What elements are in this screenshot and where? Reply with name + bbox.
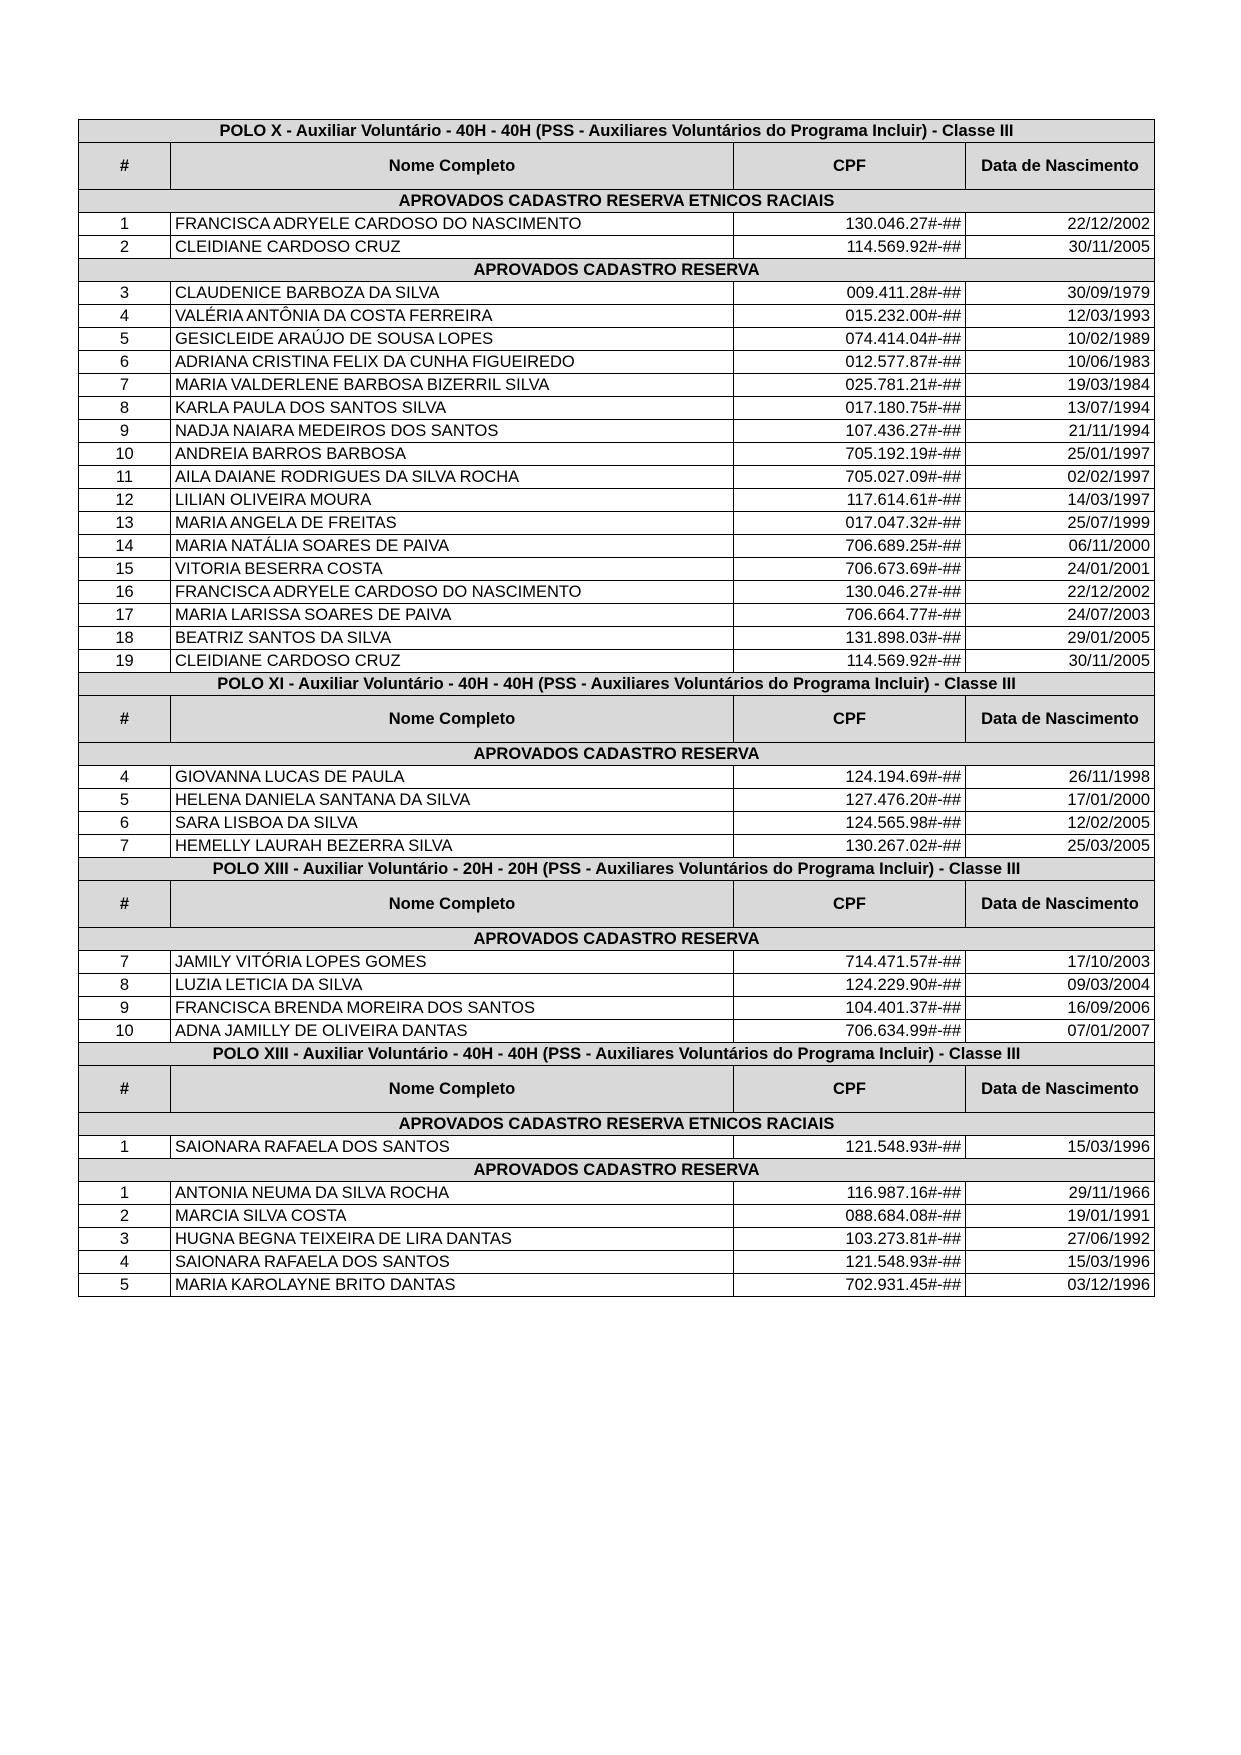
column-header-cpf: CPF: [734, 1066, 966, 1113]
section-header-row: [79, 259, 1155, 282]
cpf-value: 117.614.61#-##: [734, 489, 966, 512]
birth-date: 27/06/1992: [966, 1228, 1155, 1251]
full-name: JAMILY VITÓRIA LOPES GOMES: [171, 951, 734, 974]
table-row: [79, 328, 1155, 351]
row-number: 6: [79, 351, 171, 374]
birth-date: 22/12/2002: [966, 213, 1155, 236]
full-name: FRANCISCA ADRYELE CARDOSO DO NASCIMENTO: [171, 581, 734, 604]
column-header-cpf: CPF: [734, 143, 966, 190]
section-header-row: [79, 1159, 1155, 1182]
column-header-birthdate: Data de Nascimento: [966, 143, 1155, 190]
column-header-birthdate: Data de Nascimento: [966, 696, 1155, 743]
polo-title-row: [79, 1043, 1155, 1066]
birth-date: 30/11/2005: [966, 236, 1155, 259]
row-number: 5: [79, 789, 171, 812]
section-header-row: [79, 743, 1155, 766]
table-row: [79, 512, 1155, 535]
table-row: [79, 1274, 1155, 1297]
birth-date: 19/03/1984: [966, 374, 1155, 397]
cpf-value: 121.548.93#-##: [734, 1136, 966, 1159]
row-number: 5: [79, 328, 171, 351]
polo-title-row: [79, 120, 1155, 143]
row-number: 17: [79, 604, 171, 627]
section-header-row: [79, 928, 1155, 951]
row-number: 4: [79, 1251, 171, 1274]
table-row: [79, 236, 1155, 259]
cpf-value: 015.232.00#-##: [734, 305, 966, 328]
table-row: [79, 1136, 1155, 1159]
full-name: ADRIANA CRISTINA FELIX DA CUNHA FIGUEIREDO: [171, 351, 734, 374]
cpf-value: 124.565.98#-##: [734, 812, 966, 835]
full-name: FRANCISCA ADRYELE CARDOSO DO NASCIMENTO: [171, 213, 734, 236]
row-number: 2: [79, 1205, 171, 1228]
table-row: [79, 351, 1155, 374]
birth-date: 02/02/1997: [966, 466, 1155, 489]
column-header-name: Nome Completo: [171, 881, 734, 928]
row-number: 4: [79, 305, 171, 328]
birth-date: 12/03/1993: [966, 305, 1155, 328]
birth-date: 22/12/2002: [966, 581, 1155, 604]
column-header-name: Nome Completo: [171, 696, 734, 743]
column-header-cpf: CPF: [734, 696, 966, 743]
full-name: AILA DAIANE RODRIGUES DA SILVA ROCHA: [171, 466, 734, 489]
table-row: [79, 951, 1155, 974]
full-name: MARIA ANGELA DE FREITAS: [171, 512, 734, 535]
table-row: [79, 374, 1155, 397]
cpf-value: 130.046.27#-##: [734, 581, 966, 604]
table-row: [79, 1251, 1155, 1274]
birth-date: 16/09/2006: [966, 997, 1155, 1020]
table-row: [79, 1228, 1155, 1251]
column-header-cpf: CPF: [734, 881, 966, 928]
row-number: 3: [79, 1228, 171, 1251]
section-header-row: [79, 1113, 1155, 1136]
full-name: MARCIA SILVA COSTA: [171, 1205, 734, 1228]
full-name: NADJA NAIARA MEDEIROS DOS SANTOS: [171, 420, 734, 443]
column-header-name: Nome Completo: [171, 143, 734, 190]
column-header-number: #: [79, 881, 171, 928]
table-row: [79, 397, 1155, 420]
cpf-value: 124.194.69#-##: [734, 766, 966, 789]
birth-date: 25/01/1997: [966, 443, 1155, 466]
table-row: [79, 1182, 1155, 1205]
birth-date: 26/11/1998: [966, 766, 1155, 789]
column-header-number: #: [79, 696, 171, 743]
table-row: [79, 766, 1155, 789]
full-name: HUGNA BEGNA TEIXEIRA DE LIRA DANTAS: [171, 1228, 734, 1251]
column-header-number: #: [79, 143, 171, 190]
cpf-value: 702.931.45#-##: [734, 1274, 966, 1297]
full-name: CLEIDIANE CARDOSO CRUZ: [171, 650, 734, 673]
table-row: [79, 213, 1155, 236]
column-header-number: #: [79, 1066, 171, 1113]
column-header-row: [79, 1066, 1155, 1113]
birth-date: 19/01/1991: [966, 1205, 1155, 1228]
birth-date: 13/07/1994: [966, 397, 1155, 420]
polo-title-row: [79, 858, 1155, 881]
full-name: MARIA LARISSA SOARES DE PAIVA: [171, 604, 734, 627]
row-number: 14: [79, 535, 171, 558]
table-row: [79, 305, 1155, 328]
cpf-value: 131.898.03#-##: [734, 627, 966, 650]
column-header-name: Nome Completo: [171, 1066, 734, 1113]
birth-date: 07/01/2007: [966, 1020, 1155, 1043]
birth-date: 30/11/2005: [966, 650, 1155, 673]
section-label: APROVADOS CADASTRO RESERVA ETNICOS RACIAIS: [79, 190, 1155, 213]
cpf-value: 706.689.25#-##: [734, 535, 966, 558]
birth-date: 15/03/1996: [966, 1136, 1155, 1159]
table-row: [79, 997, 1155, 1020]
table-row: [79, 789, 1155, 812]
column-header-row: [79, 696, 1155, 743]
section-label: APROVADOS CADASTRO RESERVA: [79, 928, 1155, 951]
row-number: 1: [79, 213, 171, 236]
section-label: APROVADOS CADASTRO RESERVA: [79, 1159, 1155, 1182]
row-number: 7: [79, 951, 171, 974]
table-row: [79, 812, 1155, 835]
row-number: 12: [79, 489, 171, 512]
row-number: 5: [79, 1274, 171, 1297]
cpf-value: 706.664.77#-##: [734, 604, 966, 627]
birth-date: 17/01/2000: [966, 789, 1155, 812]
cpf-value: 088.684.08#-##: [734, 1205, 966, 1228]
section-label: APROVADOS CADASTRO RESERVA: [79, 743, 1155, 766]
birth-date: 09/03/2004: [966, 974, 1155, 997]
full-name: CLAUDENICE BARBOZA DA SILVA: [171, 282, 734, 305]
row-number: 4: [79, 766, 171, 789]
full-name: VALÉRIA ANTÔNIA DA COSTA FERREIRA: [171, 305, 734, 328]
cpf-value: 130.267.02#-##: [734, 835, 966, 858]
polo-title-row: [79, 673, 1155, 696]
polo-title: POLO X - Auxiliar Voluntário - 40H - 40H (PSS - Auxiliares Voluntários do Programa Incluir) - Classe III: [79, 120, 1155, 143]
row-number: 7: [79, 374, 171, 397]
table-row: [79, 604, 1155, 627]
row-number: 7: [79, 835, 171, 858]
cpf-value: 706.673.69#-##: [734, 558, 966, 581]
row-number: 8: [79, 397, 171, 420]
results-document: [78, 119, 1154, 1297]
full-name: LILIAN OLIVEIRA MOURA: [171, 489, 734, 512]
section-header-row: [79, 190, 1155, 213]
full-name: KARLA PAULA DOS SANTOS SILVA: [171, 397, 734, 420]
table-row: [79, 1020, 1155, 1043]
table-row: [79, 282, 1155, 305]
cpf-value: 017.180.75#-##: [734, 397, 966, 420]
birth-date: 29/01/2005: [966, 627, 1155, 650]
row-number: 9: [79, 997, 171, 1020]
section-label: APROVADOS CADASTRO RESERVA: [79, 259, 1155, 282]
birth-date: 10/06/1983: [966, 351, 1155, 374]
column-header-birthdate: Data de Nascimento: [966, 881, 1155, 928]
birth-date: 21/11/1994: [966, 420, 1155, 443]
table-row: [79, 974, 1155, 997]
table-row: [79, 581, 1155, 604]
full-name: SAIONARA RAFAELA DOS SANTOS: [171, 1136, 734, 1159]
full-name: HEMELLY LAURAH BEZERRA SILVA: [171, 835, 734, 858]
cpf-value: 114.569.92#-##: [734, 236, 966, 259]
row-number: 6: [79, 812, 171, 835]
full-name: SAIONARA RAFAELA DOS SANTOS: [171, 1251, 734, 1274]
table-row: [79, 1205, 1155, 1228]
table-row: [79, 650, 1155, 673]
cpf-value: 104.401.37#-##: [734, 997, 966, 1020]
full-name: CLEIDIANE CARDOSO CRUZ: [171, 236, 734, 259]
table-row: [79, 443, 1155, 466]
birth-date: 30/09/1979: [966, 282, 1155, 305]
polo-title: POLO XIII - Auxiliar Voluntário - 40H - 40H (PSS - Auxiliares Voluntários do Programa Incluir) - Classe III: [79, 1043, 1155, 1066]
row-number: 3: [79, 282, 171, 305]
cpf-value: 116.987.16#-##: [734, 1182, 966, 1205]
row-number: 1: [79, 1182, 171, 1205]
full-name: GIOVANNA LUCAS DE PAULA: [171, 766, 734, 789]
polo-title: POLO XI - Auxiliar Voluntário - 40H - 40H (PSS - Auxiliares Voluntários do Programa Incluir) - Classe III: [79, 673, 1155, 696]
row-number: 8: [79, 974, 171, 997]
table-row: [79, 466, 1155, 489]
cpf-value: 705.027.09#-##: [734, 466, 966, 489]
polo-title: POLO XIII - Auxiliar Voluntário - 20H - 20H (PSS - Auxiliares Voluntários do Programa Incluir) - Classe III: [79, 858, 1155, 881]
table-row: [79, 489, 1155, 512]
cpf-value: 074.414.04#-##: [734, 328, 966, 351]
cpf-value: 025.781.21#-##: [734, 374, 966, 397]
results-table: [78, 119, 1155, 1297]
row-number: 2: [79, 236, 171, 259]
row-number: 19: [79, 650, 171, 673]
row-number: 11: [79, 466, 171, 489]
full-name: HELENA DANIELA SANTANA DA SILVA: [171, 789, 734, 812]
birth-date: 15/03/1996: [966, 1251, 1155, 1274]
row-number: 9: [79, 420, 171, 443]
row-number: 16: [79, 581, 171, 604]
row-number: 10: [79, 443, 171, 466]
table-row: [79, 627, 1155, 650]
cpf-value: 130.046.27#-##: [734, 213, 966, 236]
full-name: SARA LISBOA DA SILVA: [171, 812, 734, 835]
birth-date: 25/03/2005: [966, 835, 1155, 858]
cpf-value: 114.569.92#-##: [734, 650, 966, 673]
table-row: [79, 558, 1155, 581]
full-name: MARIA NATÁLIA SOARES DE PAIVA: [171, 535, 734, 558]
cpf-value: 714.471.57#-##: [734, 951, 966, 974]
full-name: MARIA KAROLAYNE BRITO DANTAS: [171, 1274, 734, 1297]
birth-date: 25/07/1999: [966, 512, 1155, 535]
birth-date: 06/11/2000: [966, 535, 1155, 558]
cpf-value: 121.548.93#-##: [734, 1251, 966, 1274]
cpf-value: 706.634.99#-##: [734, 1020, 966, 1043]
cpf-value: 107.436.27#-##: [734, 420, 966, 443]
birth-date: 24/07/2003: [966, 604, 1155, 627]
section-label: APROVADOS CADASTRO RESERVA ETNICOS RACIAIS: [79, 1113, 1155, 1136]
cpf-value: 124.229.90#-##: [734, 974, 966, 997]
full-name: FRANCISCA BRENDA MOREIRA DOS SANTOS: [171, 997, 734, 1020]
full-name: VITORIA BESERRA COSTA: [171, 558, 734, 581]
full-name: GESICLEIDE ARAÚJO DE SOUSA LOPES: [171, 328, 734, 351]
full-name: ANTONIA NEUMA DA SILVA ROCHA: [171, 1182, 734, 1205]
cpf-value: 127.476.20#-##: [734, 789, 966, 812]
row-number: 18: [79, 627, 171, 650]
birth-date: 03/12/1996: [966, 1274, 1155, 1297]
full-name: MARIA VALDERLENE BARBOSA BIZERRIL SILVA: [171, 374, 734, 397]
table-row: [79, 420, 1155, 443]
column-header-row: [79, 881, 1155, 928]
row-number: 13: [79, 512, 171, 535]
column-header-birthdate: Data de Nascimento: [966, 1066, 1155, 1113]
birth-date: 17/10/2003: [966, 951, 1155, 974]
full-name: ADNA JAMILLY DE OLIVEIRA DANTAS: [171, 1020, 734, 1043]
birth-date: 12/02/2005: [966, 812, 1155, 835]
cpf-value: 009.411.28#-##: [734, 282, 966, 305]
birth-date: 24/01/2001: [966, 558, 1155, 581]
full-name: LUZIA LETICIA DA SILVA: [171, 974, 734, 997]
table-row: [79, 835, 1155, 858]
row-number: 10: [79, 1020, 171, 1043]
cpf-value: 705.192.19#-##: [734, 443, 966, 466]
full-name: ANDREIA BARROS BARBOSA: [171, 443, 734, 466]
birth-date: 14/03/1997: [966, 489, 1155, 512]
results-table-body: [79, 120, 1155, 1297]
cpf-value: 012.577.87#-##: [734, 351, 966, 374]
row-number: 15: [79, 558, 171, 581]
column-header-row: [79, 143, 1155, 190]
row-number: 1: [79, 1136, 171, 1159]
full-name: BEATRIZ SANTOS DA SILVA: [171, 627, 734, 650]
cpf-value: 103.273.81#-##: [734, 1228, 966, 1251]
birth-date: 29/11/1966: [966, 1182, 1155, 1205]
table-row: [79, 535, 1155, 558]
birth-date: 10/02/1989: [966, 328, 1155, 351]
cpf-value: 017.047.32#-##: [734, 512, 966, 535]
